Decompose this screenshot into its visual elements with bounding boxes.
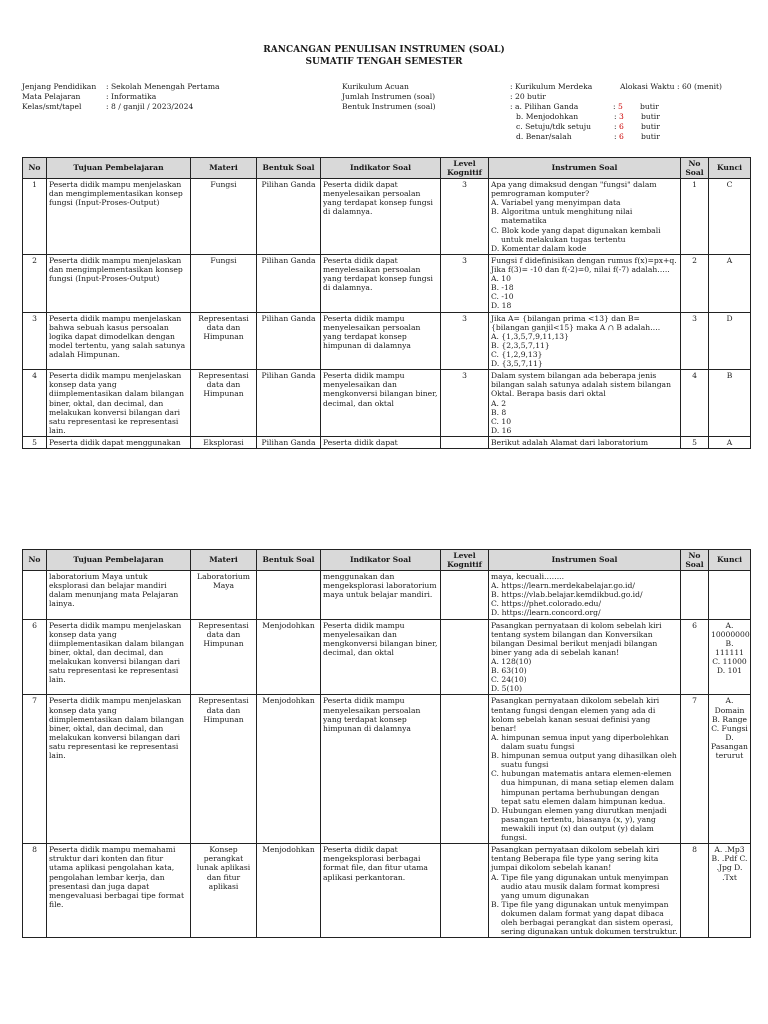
cell-tujuan: Peserta didik mampu menjelaskan konsep data yang diimplementasikan dalam bilangan biner, oktal, dan decimal, dan melakukan konversi bilangan dari satu representasi ke representasi lain.	[47, 695, 191, 844]
cell-level	[441, 695, 489, 844]
meta-form-d: d. Benar/salah : 6 butir	[516, 132, 660, 141]
table-row	[23, 312, 751, 370]
option-item: B. 63(10)	[491, 666, 527, 676]
cell-indikator: Peserta didik mampu menyelesaikan dan mengkonversi bilangan biner, decimal, dan oktal	[321, 619, 441, 695]
option-item: A. Variabel yang menyimpan data	[491, 198, 621, 208]
option-item: A. 2	[491, 398, 507, 408]
cell-kunci: A	[709, 436, 751, 448]
document-title: RANCANGAN PENULISAN INSTRUMEN (SOAL)	[263, 45, 505, 55]
option-item: D. 5(10)	[491, 684, 523, 694]
col-level: Level Kognitif	[441, 550, 489, 571]
cell-level	[441, 436, 489, 448]
table-row	[23, 619, 751, 695]
question-text: Dalam system bilangan ada beberapa jenis bilangan salah satunya adalah sistem bilangan Oktal. Berapa basis dari oktal	[491, 371, 671, 399]
option-item: B. -18	[491, 283, 514, 293]
option-item: A. himpunan semua input yang diperbolehkan dalam suatu fungsi	[491, 732, 669, 751]
cell-nosoal: 5	[681, 436, 709, 448]
cell-no: 2	[23, 254, 47, 312]
table-row	[23, 844, 751, 938]
document-subtitle: SUMATIF TENGAH SEMESTER	[305, 57, 463, 67]
question-text: Pasangkan pernyataan di kolom sebelah kiri tentang system bilangan dan Konversikan bilangan Desimal berikut menjadi bilangan biner yang ada di sebelah kanan!	[491, 620, 662, 657]
cell-level	[441, 844, 489, 938]
cell-indikator: Peserta didik mampu menyelesaikan persoalan yang terdapat konsep himpunan di dalamnya	[321, 312, 441, 370]
cell-tujuan: Peserta didik mampu menjelaskan konsep data yang diimplementasikan dalam bilangan biner, oktal, dan decimal, dan melakukan konversi bilangan dari satu representasi ke representasi lain.	[47, 619, 191, 695]
cell-tujuan: Peserta didik mampu menjelaskan dan mengimplementasikan konsep fungsi (Input-Proses-Output)	[47, 179, 191, 255]
cell-materi: Representasi data dan Himpunan	[191, 312, 257, 370]
question-text: Pasangkan pernyataan dikolom sebelah kiri tentang fungsi dengan elemen yang ada di kolom sebelah kanan sesuai definisi yang benar!	[491, 696, 660, 733]
col-indikator: Indikator Soal	[321, 550, 441, 571]
col-bentuk: Bentuk Soal	[257, 550, 321, 571]
cell-nosoal: 7	[681, 695, 709, 844]
cell-no: 3	[23, 312, 47, 370]
cell-bentuk: Pilihan Ganda	[257, 312, 321, 370]
cell-nosoal: 8	[681, 844, 709, 938]
cell-level	[441, 571, 489, 620]
meta-kelas: Kelas/smt/tapel : 8 / ganjil / 2023/2024	[22, 102, 194, 111]
cell-nosoal: 6	[681, 619, 709, 695]
cell-no: 7	[23, 695, 47, 844]
option-item: B. https://vlab.belajar.kemdikbud.go.id/	[491, 590, 643, 600]
meta-form-b: b. Menjodohkan : 3 butir	[516, 112, 660, 121]
col-kunci: Kunci	[709, 550, 751, 571]
cell-no: 6	[23, 619, 47, 695]
col-level: Level Kognitif	[441, 158, 489, 179]
option-item: C. https://phet.colorado.edu/	[491, 599, 602, 609]
cell-indikator: Peserta didik dapat mengeksplorasi berbagai format file, dan fitur utama aplikasi perkantoran.	[321, 844, 441, 938]
col-nosoal: No Soal	[681, 158, 709, 179]
cell-instrumen	[489, 695, 681, 844]
col-nosoal: No Soal	[681, 550, 709, 571]
table-row	[23, 370, 751, 437]
option-item: B. Tipe file yang digunakan untuk menyimpan dokumen dalam format yang dapat dibaca oleh berbagai perangkat dan sistem operasi, sering digunakan untuk dokumen terstruktur.	[491, 899, 678, 937]
meta-jumlah-label: Jumlah Instrumen (soal)	[342, 92, 436, 101]
cell-bentuk: Pilihan Ganda	[257, 254, 321, 312]
meta-alokasi: Alokasi Waktu : 60 (menit)	[620, 82, 723, 91]
cell-materi: Representasi data dan Himpunan	[191, 695, 257, 844]
cell-instrumen	[489, 312, 681, 370]
cell-tujuan: Peserta didik mampu memahami struktur dari konten dan fitur utama aplikasi pengolahan kata, pengolahan lembar kerja, dan presentasi dan juga dapat mengevaluasi berbagai tipe format file.	[47, 844, 191, 938]
meta-mid	[342, 82, 512, 112]
table-header-row	[23, 550, 751, 571]
cell-no: 4	[23, 370, 47, 437]
cell-materi: Representasi data dan Himpunan	[191, 619, 257, 695]
cell-nosoal: 3	[681, 312, 709, 370]
cell-tujuan: Peserta didik mampu menjelaskan dan mengimplementasikan konsep fungsi (Input-Proses-Output)	[47, 254, 191, 312]
cell-indikator: Peserta didik mampu menyelesaikan dan mengkonversi bilangan biner, decimal, dan oktal	[321, 370, 441, 437]
cell-instrumen	[489, 619, 681, 695]
cell-indikator: Peserta didik dapat menyelesaikan persoalan yang terdapat konsep fungsi di dalamnya.	[321, 179, 441, 255]
cell-no	[23, 571, 47, 620]
table-row	[23, 179, 751, 255]
question-text: Jika A= {bilangan prima <13} dan B= {bilangan ganjil<15} maka A ∩ B adalah….	[491, 313, 661, 332]
cell-bentuk: Menjodohkan	[257, 619, 321, 695]
cell-kunci: A. Domain B. Range C. Fungsi D. Pasangan terurut	[709, 695, 751, 844]
cell-kunci: C	[709, 179, 751, 255]
cell-instrumen	[489, 844, 681, 938]
cell-indikator: menggunakan dan mengeksplorasi laboratorium maya untuk belajar mandiri.	[321, 571, 441, 620]
cell-kunci	[709, 571, 751, 620]
meta-kurikulum-row: : Kurikulum Merdeka Alokasi Waktu : 60 (menit)	[510, 82, 723, 91]
question-text: Apa yang dimaksud dengan "fungsi" dalam pemrograman komputer?	[491, 180, 657, 199]
option-item: C. 10	[491, 416, 512, 426]
cell-nosoal: 4	[681, 370, 709, 437]
col-materi: Materi	[191, 158, 257, 179]
cell-level: 3	[441, 179, 489, 255]
table-row	[23, 254, 751, 312]
cell-materi: Laboratorium Maya	[191, 571, 257, 620]
option-item: D. https://learn.concord.org/	[491, 608, 601, 618]
cell-kunci: A. .Mp3 B. .Pdf C. .Jpg D. .Txt	[709, 844, 751, 938]
cell-instrumen	[489, 179, 681, 255]
option-item: C. 24(10)	[491, 675, 527, 685]
meta-block	[22, 82, 752, 148]
meta-jenjang: Jenjang Pendidikan : Sekolah Menengah Pertama	[22, 82, 220, 91]
option-item: D. Hubungan elemen yang diurutkan menjadi pasangan tertentu, biasanya (x, y), yang mewakili input (x) dan output (y) dalam fungsi.	[491, 805, 667, 843]
cell-materi: Fungsi	[191, 179, 257, 255]
instrument-table-1	[22, 157, 751, 449]
table-row	[23, 695, 751, 844]
col-materi: Materi	[191, 550, 257, 571]
option-item: B. Algoritma untuk menghitung nilai matematika	[491, 207, 633, 226]
cell-bentuk: Menjodohkan	[257, 844, 321, 938]
meta-kurikulum-label: Kurikulum Acuan	[342, 82, 409, 91]
col-indikator: Indikator Soal	[321, 158, 441, 179]
cell-indikator: Peserta didik dapat	[321, 436, 441, 448]
option-item: B. {2,3,5,7,11}	[491, 340, 550, 350]
option-item: B. 8	[491, 407, 507, 417]
cell-bentuk: Pilihan Ganda	[257, 370, 321, 437]
option-item: C. Blok kode yang dapat digunakan kembali untuk melakukan tugas tertentu	[491, 225, 661, 244]
cell-materi: Eksplorasi	[191, 436, 257, 448]
cell-bentuk: Menjodohkan	[257, 695, 321, 844]
table-header-row	[23, 158, 751, 179]
cell-indikator: Peserta didik mampu menyelesaikan persoalan yang terdapat konsep himpunan di dalamnya	[321, 695, 441, 844]
option-item: B. himpunan semua output yang dihasilkan oleh suatu fungsi	[491, 751, 677, 770]
question-text: Pasangkan pernyataan dikolom sebelah kiri tentang Beberapa file type yang sering kita jumpai dikolom sebelah kanan!	[491, 845, 660, 873]
meta-bentuk-label: Bentuk Instrumen (soal)	[342, 102, 436, 111]
option-item: D. 16	[491, 425, 512, 435]
cell-kunci: A. 10000000 B. 111111 C. 11000 D. 101	[709, 619, 751, 695]
option-item: A. 128(10)	[491, 656, 532, 666]
cell-materi: Fungsi	[191, 254, 257, 312]
cell-instrumen	[489, 571, 681, 620]
option-item: C. {1,2,9,13}	[491, 349, 543, 359]
meta-jumlah-row: : 20 butir	[510, 92, 546, 101]
table-row	[23, 436, 751, 448]
option-item: C. hubungan matematis antara elemen-elemen dua himpunan, di mana setiap elemen dalam himpunan pertama berhubungan dengan tepat satu elemen dalam himpunan kedua.	[491, 769, 674, 806]
cell-level: 3	[441, 370, 489, 437]
cell-tujuan: laboratorium Maya untuk eksplorasi dan belajar mandiri dalam menunjang mata Pelajaran lainya.	[47, 571, 191, 620]
meta-mapel: Mata Pelajaran : Informatika	[22, 92, 157, 101]
question-text: Berikut adalah Alamat dari laboratorium	[491, 437, 649, 447]
cell-materi: Konsep perangkat lunak aplikasi dan fitur aplikasi	[191, 844, 257, 938]
cell-tujuan: Peserta didik mampu menjelaskan konsep data yang diimplementasikan dalam bilangan biner, oktal, dan decimal, dan melakukan konversi bilangan dari satu representasi ke representasi lain.	[47, 370, 191, 437]
col-tujuan: Tujuan Pembelajaran	[47, 158, 191, 179]
col-no: No	[23, 158, 47, 179]
meta-left	[22, 82, 322, 112]
meta-right	[510, 82, 752, 142]
cell-no: 1	[23, 179, 47, 255]
question-text: maya, kecuali……..	[491, 572, 565, 581]
option-item: A. https://learn.merdekabelajar.go.id/	[491, 581, 635, 591]
option-item: D. {3,5,7,11}	[491, 359, 543, 369]
cell-indikator: Peserta didik dapat menyelesaikan persoalan yang terdapat konsep fungsi di dalamnya.	[321, 254, 441, 312]
cell-nosoal	[681, 571, 709, 620]
question-text: Fungsi f didefinisikan dengan rumus f(x)=px+q. Jika f(3)= -10 dan f(-2)=0, nilai f(-7) adalah…..	[491, 255, 677, 274]
col-tujuan: Tujuan Pembelajaran	[47, 550, 191, 571]
cell-nosoal: 1	[681, 179, 709, 255]
col-bentuk: Bentuk Soal	[257, 158, 321, 179]
table-row	[23, 571, 751, 620]
cell-instrumen	[489, 254, 681, 312]
cell-instrumen	[489, 436, 681, 448]
cell-kunci: A	[709, 254, 751, 312]
col-instrumen: Instrumen Soal	[489, 158, 681, 179]
cell-bentuk: Pilihan Ganda	[257, 436, 321, 448]
option-item: A. Tipe file yang digunakan untuk menyimpan audio atau musik dalam format kompresi yang umum digunakan	[491, 872, 669, 900]
cell-materi: Representasi data dan Himpunan	[191, 370, 257, 437]
cell-tujuan: Peserta didik mampu menjelaskan bahwa sebuah kasus persoalan logika dapat dimodelkan dengan model tertentu, yang salah satunya adalah Himpunan.	[47, 312, 191, 370]
meta-form-c: c. Setuju/tdk setuju : 6 butir	[516, 122, 660, 131]
cell-no: 8	[23, 844, 47, 938]
option-item: A. 10	[491, 274, 511, 284]
cell-instrumen	[489, 370, 681, 437]
cell-level	[441, 619, 489, 695]
cell-no: 5	[23, 436, 47, 448]
option-item: C. -10	[491, 292, 514, 302]
col-kunci: Kunci	[709, 158, 751, 179]
cell-nosoal: 2	[681, 254, 709, 312]
option-item: D. Komentar dalam kode	[491, 243, 587, 253]
cell-level: 3	[441, 254, 489, 312]
col-no: No	[23, 550, 47, 571]
meta-form-a: : a. Pilihan Ganda : 5 butir	[510, 102, 659, 111]
cell-kunci: D	[709, 312, 751, 370]
option-item: D. 18	[491, 301, 512, 311]
option-item: A. {1,3,5,7,9,11,13}	[491, 331, 569, 341]
instrument-table-2	[22, 549, 751, 938]
col-instrumen: Instrumen Soal	[489, 550, 681, 571]
cell-bentuk: Pilihan Ganda	[257, 179, 321, 255]
cell-level: 3	[441, 312, 489, 370]
cell-tujuan: Peserta didik dapat menggunakan	[47, 436, 191, 448]
cell-bentuk	[257, 571, 321, 620]
cell-kunci: B	[709, 370, 751, 437]
